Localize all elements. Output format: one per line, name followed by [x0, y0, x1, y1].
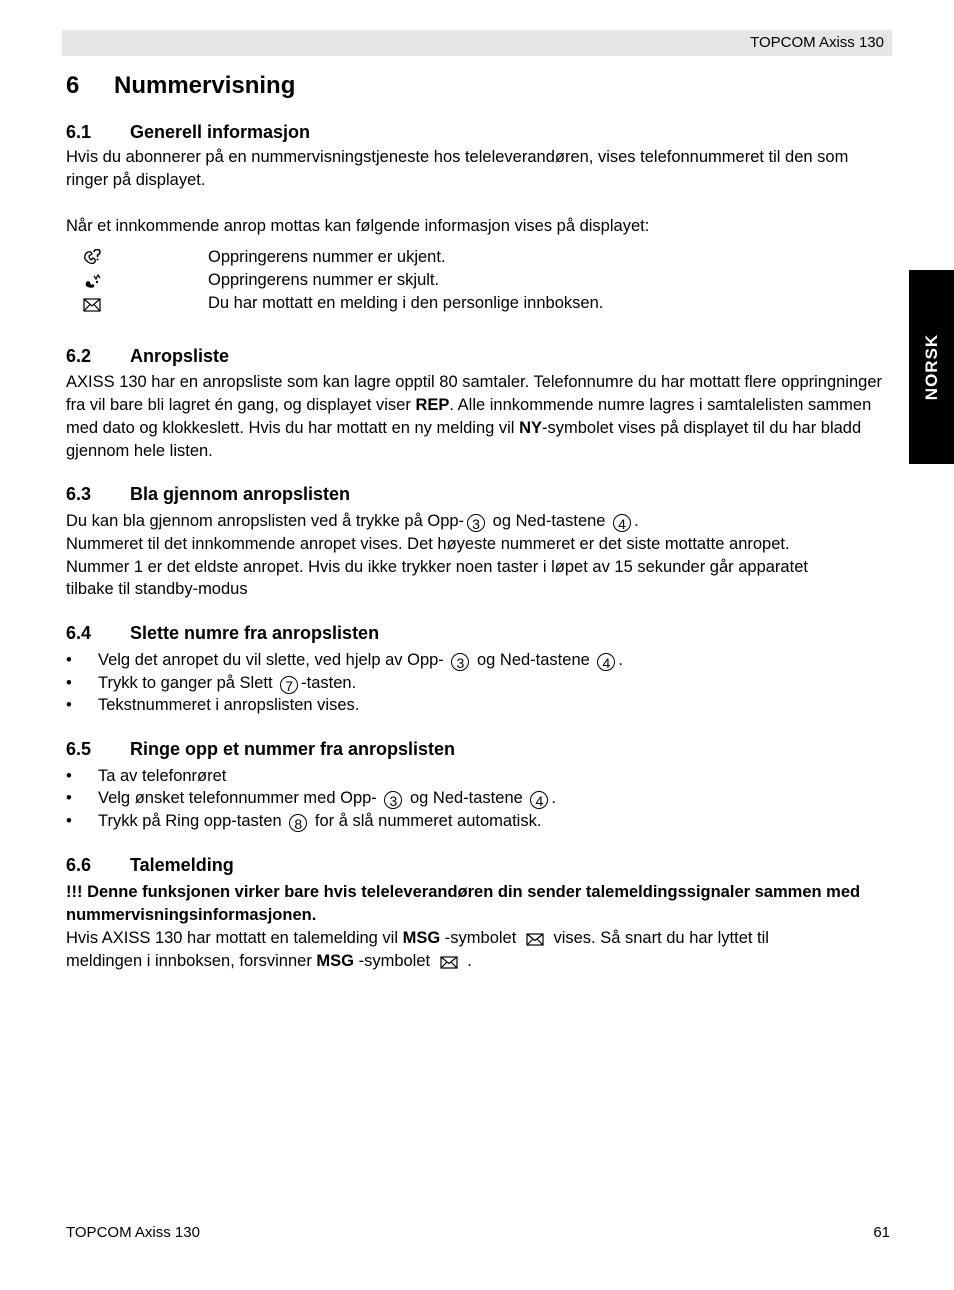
- text: for å slå nummeret automatisk.: [310, 812, 542, 830]
- text: Velg det anropet du vil slette, ved hjelp av Opp-: [98, 651, 449, 669]
- warning-text: !!! Denne funksjonen virker bare hvis teleleverandøren din sender talemeldingssignaler sammen med nummervisningsinformasjonen.: [66, 883, 861, 924]
- section-title: Bla gjennom anropslisten: [130, 484, 351, 504]
- header-bar: [62, 30, 892, 56]
- section-number: 6.3: [66, 484, 92, 504]
- text: AXISS 130 har en anropsliste som kan lagre opptil 80 samtaler. Telefonnumre du har mottatt flere oppringninger fra vil bare bli lagret én gang, og displayet viser: [66, 373, 883, 414]
- section-title: Generell informasjon: [130, 122, 311, 142]
- call-key-icon: 8: [289, 814, 307, 832]
- up-key-icon: 3: [384, 791, 402, 809]
- language-tab: [909, 270, 954, 464]
- text: -symbolet: [440, 929, 521, 947]
- paragraph: [66, 371, 891, 463]
- section-number: 6.5: [66, 739, 92, 759]
- paragraph-line: [66, 950, 472, 973]
- msg-label: MSG: [316, 952, 354, 970]
- text: Tekstnummeret i anropslisten vises.: [98, 696, 360, 714]
- text: Trykk på Ring opp-tasten: [98, 812, 287, 830]
- section-heading-6-3: [66, 484, 350, 505]
- text: .: [462, 952, 472, 970]
- envelope-icon: [439, 955, 459, 969]
- section-heading-6-4: [66, 623, 379, 644]
- paragraph: Når et innkommende anrop mottas kan følgende informasjon vises på displayet:: [66, 217, 650, 235]
- rep-label: REP: [415, 396, 450, 414]
- list-item: [66, 810, 541, 833]
- chapter-title: Nummervisning: [114, 72, 296, 99]
- header-title: TOPCOM Axiss 130: [750, 34, 884, 51]
- bullet: •: [66, 651, 72, 669]
- paragraph-line: [66, 927, 769, 950]
- symbol-description: Oppringerens nummer er skjult.: [208, 271, 440, 289]
- paragraph-line: Nummeret til det innkommende anropet vises. Det høyeste nummeret er det siste mottatte anropet.: [66, 535, 790, 553]
- ny-label: NY: [519, 419, 542, 437]
- section-heading-6-2: [66, 346, 229, 367]
- section-heading-6-6: [66, 855, 234, 876]
- page-number: 61: [873, 1224, 890, 1241]
- section-title: Ringe opp et nummer fra anropslisten: [130, 739, 456, 759]
- up-key-icon: 3: [451, 653, 469, 671]
- text: . Alle innkommende numre lagres i samtalelisten sammen med dato og klokkeslett. Hvis du har mottatt en ny melding vil: [66, 396, 872, 437]
- text: -symbolet: [354, 952, 435, 970]
- text: og Ned-tastene: [488, 512, 611, 530]
- section-title: Slette numre fra anropslisten: [130, 623, 380, 643]
- paragraph-line: [66, 510, 639, 533]
- section-title: Talemelding: [130, 855, 234, 875]
- text: .: [551, 789, 556, 807]
- text: .: [634, 512, 639, 530]
- text: Du kan bla gjennom anropslisten ved å trykke på Opp-: [66, 512, 465, 530]
- footer-product: TOPCOM Axiss 130: [66, 1224, 200, 1241]
- section-number: 6.2: [66, 346, 92, 366]
- symbol-description: Oppringerens nummer er ukjent.: [208, 248, 446, 266]
- section-title: Anropsliste: [130, 346, 230, 366]
- text: -tasten.: [301, 674, 357, 692]
- bullet: •: [66, 674, 72, 692]
- chapter-heading: [66, 72, 295, 100]
- list-item: [66, 765, 226, 788]
- delete-key-icon: 7: [280, 676, 298, 694]
- hidden-number-icon: [82, 272, 102, 290]
- chapter-number: 6: [66, 72, 80, 99]
- down-key-icon: 4: [530, 791, 548, 809]
- bullet: •: [66, 812, 72, 830]
- section-number: 6.6: [66, 855, 92, 875]
- language-tab-label: NORSK: [921, 333, 941, 401]
- list-item: [66, 649, 623, 672]
- unknown-number-icon: [82, 249, 102, 267]
- down-key-icon: 4: [613, 514, 631, 532]
- text: og Ned-tastene: [405, 789, 528, 807]
- down-key-icon: 4: [597, 653, 615, 671]
- paragraph-line: Nummer 1 er det eldste anropet. Hvis du ikke trykker noen taster i løpet av 15 sekunder går apparatet: [66, 558, 808, 576]
- section-number: 6.4: [66, 623, 92, 643]
- text: meldingen i innboksen, forsvinner: [66, 952, 317, 970]
- section-heading-6-1: [66, 122, 310, 143]
- bullet: •: [66, 767, 72, 785]
- list-item: [66, 787, 556, 810]
- text: Velg ønsket telefonnummer med Opp-: [98, 789, 382, 807]
- paragraph-line: tilbake til standby-modus: [66, 580, 248, 598]
- paragraph: Hvis du abonnerer på en nummervisningstjeneste hos teleleverandøren, vises telefonnummeret til den som ringer på displayet.: [66, 148, 849, 189]
- envelope-icon: [525, 932, 545, 946]
- list-item: [66, 672, 356, 695]
- text: .: [618, 651, 623, 669]
- text: Trykk to ganger på Slett: [98, 674, 278, 692]
- symbol-description: Du har mottatt en melding i den personlige innboksen.: [208, 294, 604, 312]
- bullet: •: [66, 696, 72, 714]
- msg-label: MSG: [402, 929, 441, 947]
- envelope-icon: [82, 295, 102, 313]
- section-number: 6.1: [66, 122, 92, 142]
- text: Hvis AXISS 130 har mottatt en talemelding vil: [66, 929, 403, 947]
- up-key-icon: 3: [467, 514, 485, 532]
- text: -symbolet vises på displayet til du har bladd gjennom hele listen.: [66, 419, 862, 460]
- text: vises. Så snart du har lyttet til: [548, 929, 769, 947]
- list-item: [66, 694, 359, 717]
- bullet: •: [66, 789, 72, 807]
- text: og Ned-tastene: [472, 651, 595, 669]
- text: Ta av telefonrøret: [98, 767, 227, 785]
- section-heading-6-5: [66, 739, 455, 760]
